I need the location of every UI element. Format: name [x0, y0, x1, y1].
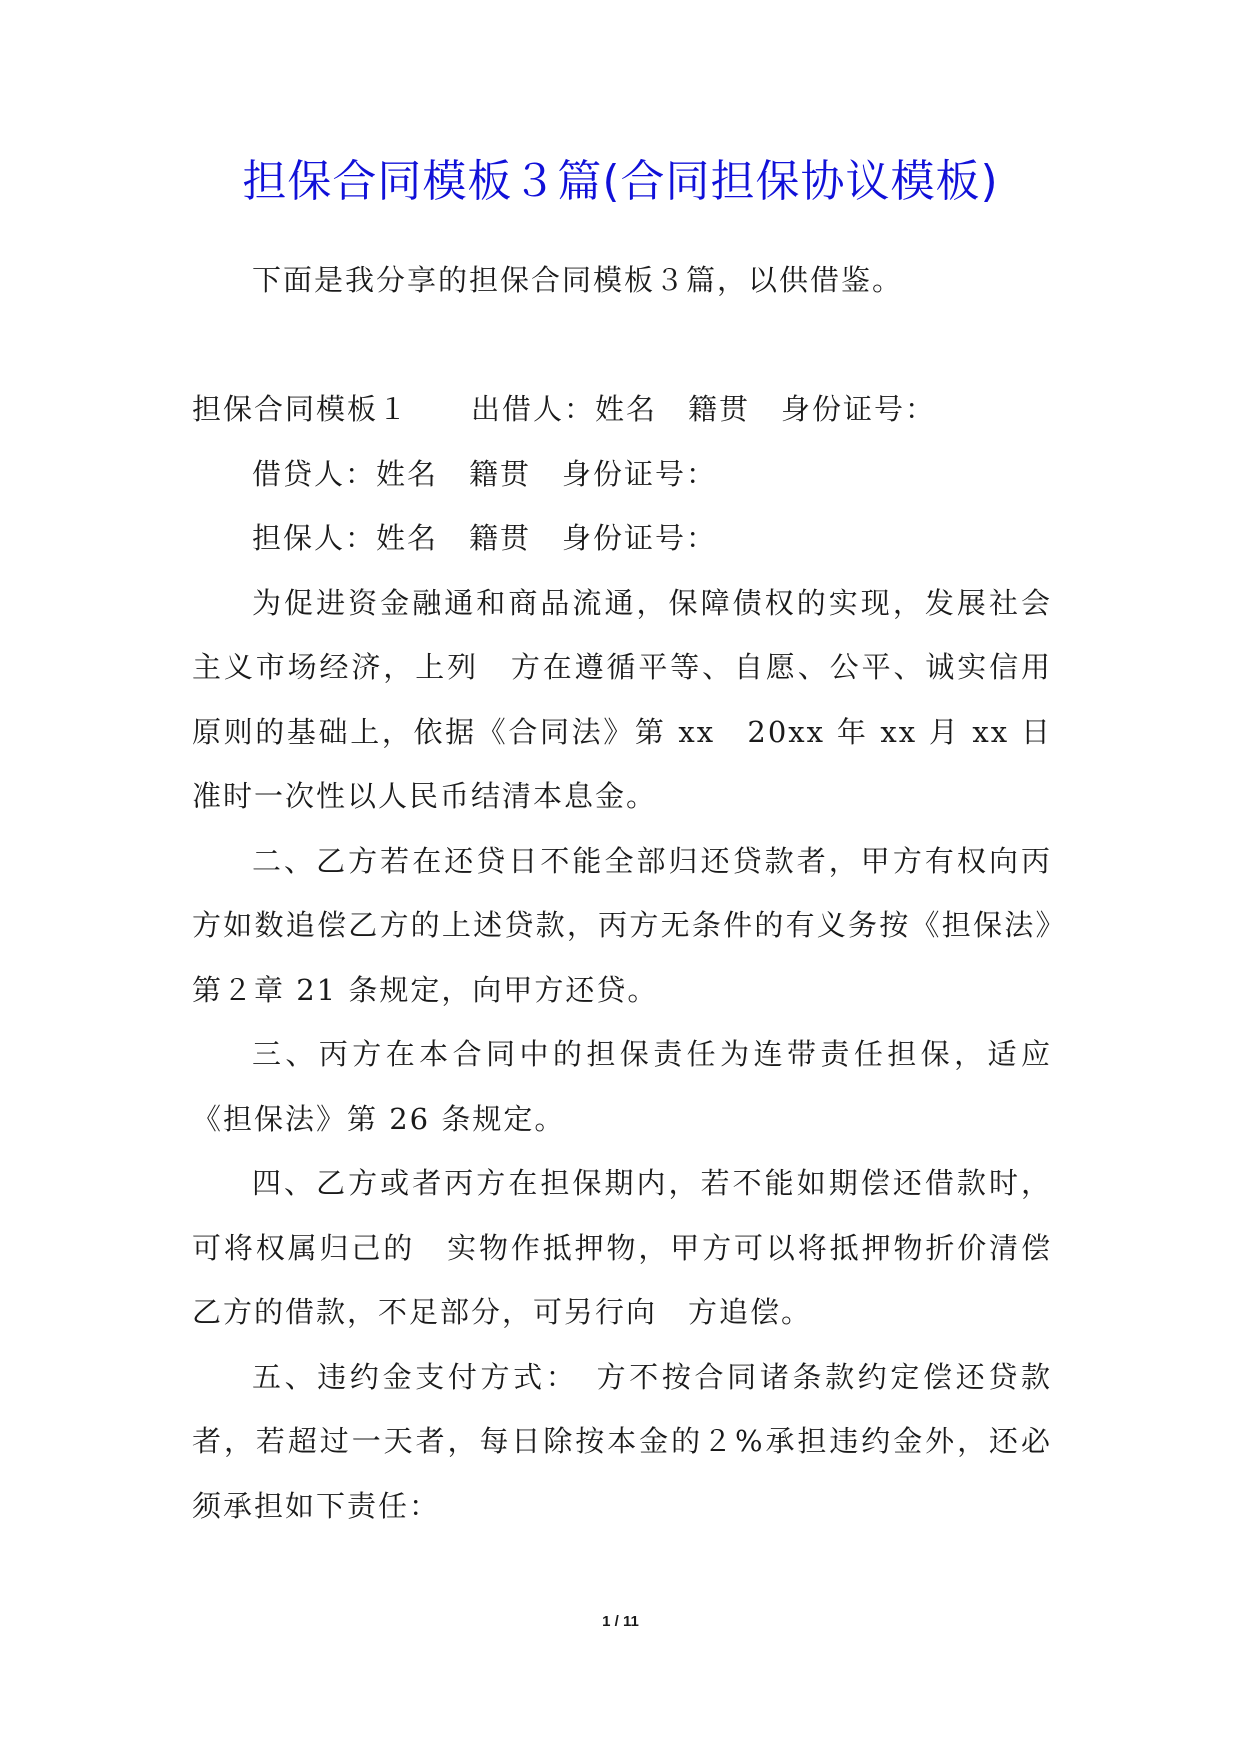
clause-5-paragraph: 五、违约金支付方式： 方不按合同诸条款约定偿还贷款者，若超过一天者，每日除按本金的２%承担违约金外，还必须承担如下责任： — [192, 1359, 1052, 1523]
preamble-paragraph: 为促进资金融通和商品流通，保障债权的实现，发展社会主义市场经济，上列 方在遵循平等、自愿、公平、诚实信用原则的基础上，依据《合同法》第 xx 20xx 年 xx 月 xx 日准时一次性以人民币结清本息金。 — [192, 585, 1052, 813]
section-heading-paragraph: 担保合同模板１ 出借人：姓名 籍贯 身份证号： — [192, 392, 937, 426]
paragraph-spacer — [192, 313, 1052, 378]
borrower-paragraph: 借贷人：姓名 籍贯 身份证号： — [252, 456, 718, 491]
document-body — [192, 248, 1052, 1538]
clause-3-paragraph: 三、丙方在本合同中的担保责任为连带责任担保，适应《担保法》第 26 条规定。 — [192, 1037, 1052, 1136]
guarantor-paragraph: 担保人：姓名 籍贯 身份证号： — [252, 521, 718, 555]
clause-2-paragraph: 二、乙方若在还贷日不能全部归还贷款者，甲方有权向丙方如数追偿乙方的上述贷款，丙方无条件的有义务按《担保法》第２章 21 条规定，向甲方还贷。 — [192, 843, 1052, 1007]
clause-4-paragraph: 四、乙方或者丙方在担保期内，若不能如期偿还借款时，可将权属归己的 实物作抵押物，甲方可以将抵押物折价清偿乙方的借款，不足部分，可另行向 方追偿。 — [192, 1166, 1052, 1329]
page-number: 1 / 11 — [602, 1613, 639, 1630]
document-title: 担保合同模板３篇(合同担保协议模板) — [242, 156, 999, 207]
intro-paragraph: 下面是我分享的担保合同模板３篇，以供借鉴。 — [252, 263, 904, 297]
